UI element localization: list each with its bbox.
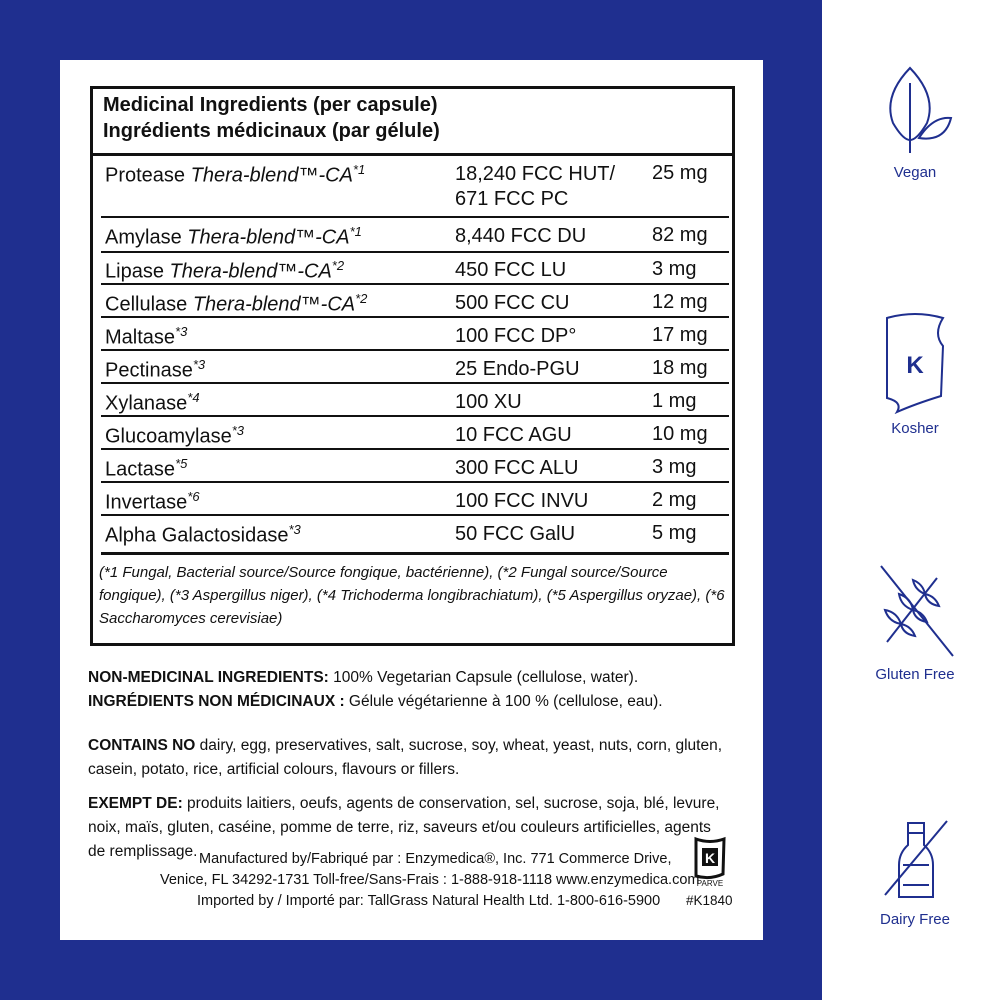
table-row: Maltase$^{*3}$ 100 FCC DP° 17 mg	[101, 318, 729, 351]
kosher-badge	[850, 310, 980, 437]
svg-text:K: K	[704, 850, 716, 866]
table-row: Invertase$^{*6}$ 100 FCC INVU 2 mg	[101, 483, 729, 516]
medicinal-ingredients-table	[90, 86, 735, 646]
manufacturer-line: Manufactured by/Fabriqué par : Enzymedica®, Inc. 771 Commerce Drive,	[199, 851, 672, 867]
svg-text:PARVE: PARVE	[696, 879, 724, 888]
importer-line: Imported by / Importé par: TallGrass Natural Health Ltd. 1-800-616-5900	[197, 893, 661, 909]
vegan-badge	[850, 58, 980, 181]
table-row: Alpha Galactosidase$^{*3}$ 50 FCC GalU 5 mg	[101, 516, 729, 555]
badge-label: Kosher	[891, 420, 939, 437]
kosher-k-icon	[875, 310, 955, 414]
address-line: Venice, FL 34292-1731 Toll-free/Sans-Frais : 1-888-918-1118 www.enzymedica.com	[160, 872, 700, 888]
badge-label: Gluten Free	[875, 666, 955, 683]
kosher-parve-icon	[690, 836, 730, 888]
ingredient-amount: 25 mg	[652, 162, 708, 184]
ingredient-activity: 18,240 FCC HUT/ 671 FCC PC	[455, 163, 616, 210]
gluten-free-badge	[850, 560, 980, 683]
leaf-icon	[875, 58, 955, 158]
table-header-english: Medicinal Ingredients (per capsule)	[103, 94, 438, 116]
table-row: Amylase Thera-blend™-CA$^{*1}$ 8,440 FCC DU 82 mg	[101, 218, 729, 253]
table-row: Xylanase$^{*4}$ 100 XU 1 mg	[101, 384, 729, 417]
table-row	[101, 156, 729, 218]
table-header-french: Ingrédients médicinaux (par gélule)	[103, 120, 440, 142]
dairy-free-badge	[850, 815, 980, 928]
contains-no-statement: CONTAINS NO dairy, egg, preservatives, salt, sucrose, soy, wheat, yeast, nuts, corn, gluten, casein, potato, rice, artificial colours, flavours or fillers.	[88, 737, 723, 778]
milk-bottle-crossed-icon	[875, 815, 955, 905]
badge-label: Dairy Free	[879, 911, 950, 928]
kosher-code: #K1840	[686, 893, 733, 908]
badge-label: Vegan	[893, 164, 937, 181]
wheat-crossed-icon	[875, 560, 955, 660]
exempt-de-statement: EXEMPT DE: produits laitiers, oeufs, agents de conservation, sel, sucrose, soja, blé, levure, noix, maïs, gluten, caséine, pomme de terre, riz, saveurs et/ou couleurs artificielles, agents de remplissage.	[88, 795, 720, 860]
source-footnote: (*1 Fungal, Bacterial source/Source fongique, bactérienne), (*2 Fungal source/Source fongique), (*3 Aspergillus niger), (*4 Trichoderma longibrachiatum), (*5 Aspergillus oryzae), (*6 Saccharomyces cerevisiae)	[99, 564, 725, 627]
table-row: Lactase$^{*5}$ 300 FCC ALU 3 mg	[101, 450, 729, 483]
table-header	[93, 89, 732, 156]
table-row: Lipase Thera-blend™-CA$^{*2}$ 450 FCC LU 3 mg	[101, 252, 729, 285]
table-row: Cellulase Thera-blend™-CA$^{*2}$ 500 FCC CU 12 mg	[101, 285, 729, 318]
table-row: Glucoamylase$^{*3}$ 10 FCC AGU 10 mg	[101, 417, 729, 450]
table-row: Pectinase$^{*3}$ 25 Endo-PGU 18 mg	[101, 351, 729, 384]
non-medicinal-ingredients: NON-MEDICINAL INGREDIENTS: 100% Vegetarian Capsule (cellulose, water). INGRÉDIENTS NON MÉDICINAUX : Gélule végétarienne à 100 % (cellulose, eau).	[88, 669, 663, 710]
ingredient-name: Protease Thera-blend™-CA$^{*1}$	[105, 162, 366, 187]
svg-text:K: K	[906, 352, 924, 379]
